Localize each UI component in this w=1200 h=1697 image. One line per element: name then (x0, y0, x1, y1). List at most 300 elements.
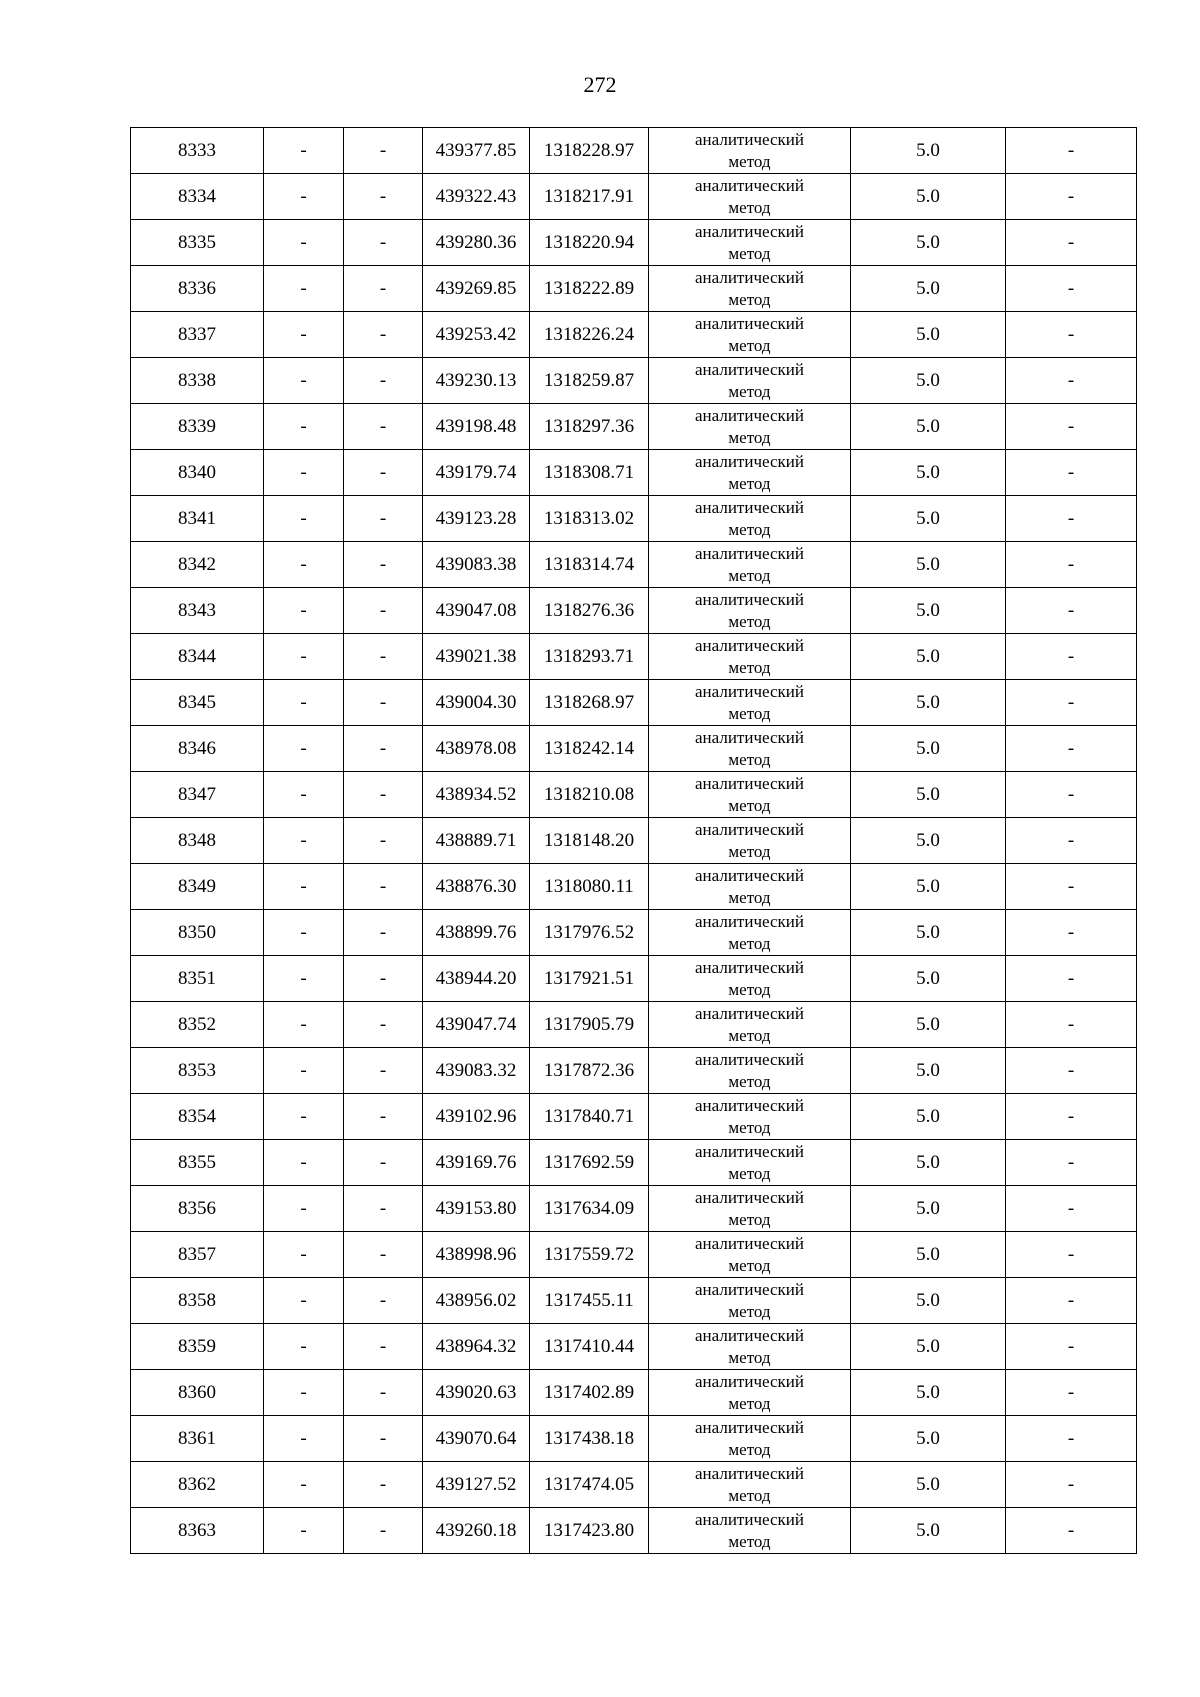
empty-dash-cell: - (264, 1416, 344, 1462)
method-label-line1: аналитический (695, 1003, 804, 1023)
point-number-cell: 8346 (131, 726, 264, 772)
empty-dash-cell: - (344, 542, 423, 588)
method-label-line1: аналитический (695, 727, 804, 747)
method-cell (649, 680, 851, 726)
accuracy-cell: 5.0 (851, 1416, 1006, 1462)
method-label-line1: аналитический (695, 175, 804, 195)
method-label-line2: метод (728, 335, 771, 355)
point-number-cell: 8338 (131, 358, 264, 404)
method-label-line1: аналитический (695, 589, 804, 609)
accuracy-cell: 5.0 (851, 1278, 1006, 1324)
point-number-cell: 8344 (131, 634, 264, 680)
x-coordinate-cell: 439280.36 (423, 220, 530, 266)
table-row (131, 404, 1137, 450)
point-number-cell: 8359 (131, 1324, 264, 1370)
method-cell (649, 450, 851, 496)
empty-dash-cell: - (1006, 1370, 1137, 1416)
y-coordinate-cell: 1317423.80 (530, 1508, 649, 1554)
empty-dash-cell: - (344, 1416, 423, 1462)
empty-dash-cell: - (1006, 1278, 1137, 1324)
point-number-cell: 8351 (131, 956, 264, 1002)
table-row (131, 956, 1137, 1002)
point-number-cell: 8341 (131, 496, 264, 542)
method-cell (649, 1186, 851, 1232)
method-label-line2: метод (728, 1531, 771, 1551)
method-label-line1: аналитический (695, 1279, 804, 1299)
table-row (131, 1324, 1137, 1370)
x-coordinate-cell: 439198.48 (423, 404, 530, 450)
x-coordinate-cell: 439047.08 (423, 588, 530, 634)
point-number-cell: 8336 (131, 266, 264, 312)
empty-dash-cell: - (1006, 266, 1137, 312)
table-row (131, 358, 1137, 404)
point-number-cell: 8350 (131, 910, 264, 956)
point-number-cell: 8356 (131, 1186, 264, 1232)
y-coordinate-cell: 1317474.05 (530, 1462, 649, 1508)
y-coordinate-cell: 1317559.72 (530, 1232, 649, 1278)
point-number-cell: 8345 (131, 680, 264, 726)
y-coordinate-cell: 1318314.74 (530, 542, 649, 588)
x-coordinate-cell: 439179.74 (423, 450, 530, 496)
point-number-cell: 8352 (131, 1002, 264, 1048)
method-cell (649, 1508, 851, 1554)
empty-dash-cell: - (264, 312, 344, 358)
method-cell (649, 1002, 851, 1048)
empty-dash-cell: - (344, 1324, 423, 1370)
method-label-line1: аналитический (695, 221, 804, 241)
y-coordinate-cell: 1317455.11 (530, 1278, 649, 1324)
method-cell (649, 266, 851, 312)
table-row (131, 1416, 1137, 1462)
method-label-line2: метод (728, 565, 771, 585)
empty-dash-cell: - (264, 496, 344, 542)
method-label-line2: метод (728, 1117, 771, 1137)
table-row (131, 266, 1137, 312)
empty-dash-cell: - (1006, 910, 1137, 956)
y-coordinate-cell: 1317976.52 (530, 910, 649, 956)
method-cell (649, 956, 851, 1002)
empty-dash-cell: - (264, 1324, 344, 1370)
method-cell (649, 404, 851, 450)
point-number-cell: 8355 (131, 1140, 264, 1186)
empty-dash-cell: - (1006, 1186, 1137, 1232)
empty-dash-cell: - (344, 588, 423, 634)
y-coordinate-cell: 1317905.79 (530, 1002, 649, 1048)
table-row (131, 174, 1137, 220)
empty-dash-cell: - (344, 220, 423, 266)
method-label-line1: аналитический (695, 1233, 804, 1253)
empty-dash-cell: - (264, 1140, 344, 1186)
accuracy-cell: 5.0 (851, 772, 1006, 818)
method-label-line2: метод (728, 1485, 771, 1505)
method-cell (649, 128, 851, 174)
x-coordinate-cell: 438978.08 (423, 726, 530, 772)
method-cell (649, 174, 851, 220)
accuracy-cell: 5.0 (851, 450, 1006, 496)
empty-dash-cell: - (264, 864, 344, 910)
point-number-cell: 8361 (131, 1416, 264, 1462)
point-number-cell: 8333 (131, 128, 264, 174)
method-label-line2: метод (728, 841, 771, 861)
accuracy-cell: 5.0 (851, 496, 1006, 542)
empty-dash-cell: - (1006, 1508, 1137, 1554)
method-label-line2: метод (728, 887, 771, 907)
y-coordinate-cell: 1318210.08 (530, 772, 649, 818)
empty-dash-cell: - (1006, 818, 1137, 864)
y-coordinate-cell: 1318308.71 (530, 450, 649, 496)
method-cell (649, 772, 851, 818)
y-coordinate-cell: 1318313.02 (530, 496, 649, 542)
method-cell (649, 910, 851, 956)
table-row (131, 542, 1137, 588)
page-number: 272 (583, 72, 617, 97)
table-row (131, 450, 1137, 496)
y-coordinate-cell: 1317634.09 (530, 1186, 649, 1232)
x-coordinate-cell: 439004.30 (423, 680, 530, 726)
empty-dash-cell: - (264, 450, 344, 496)
empty-dash-cell: - (344, 1278, 423, 1324)
x-coordinate-cell: 438964.32 (423, 1324, 530, 1370)
accuracy-cell: 5.0 (851, 1324, 1006, 1370)
empty-dash-cell: - (264, 266, 344, 312)
method-cell (649, 1416, 851, 1462)
accuracy-cell: 5.0 (851, 1002, 1006, 1048)
table-row (131, 588, 1137, 634)
empty-dash-cell: - (344, 726, 423, 772)
table-row (131, 680, 1137, 726)
empty-dash-cell: - (1006, 1232, 1137, 1278)
point-number-cell: 8337 (131, 312, 264, 358)
empty-dash-cell: - (344, 1094, 423, 1140)
x-coordinate-cell: 438899.76 (423, 910, 530, 956)
method-label-line2: метод (728, 795, 771, 815)
point-number-cell: 8340 (131, 450, 264, 496)
method-label-line1: аналитический (695, 865, 804, 885)
accuracy-cell: 5.0 (851, 818, 1006, 864)
empty-dash-cell: - (1006, 404, 1137, 450)
accuracy-cell: 5.0 (851, 1462, 1006, 1508)
point-number-cell: 8357 (131, 1232, 264, 1278)
method-label-line2: метод (728, 151, 771, 171)
y-coordinate-cell: 1318259.87 (530, 358, 649, 404)
table-body (131, 128, 1137, 1554)
empty-dash-cell: - (264, 174, 344, 220)
empty-dash-cell: - (344, 634, 423, 680)
accuracy-cell: 5.0 (851, 956, 1006, 1002)
method-label-line1: аналитический (695, 359, 804, 379)
empty-dash-cell: - (1006, 588, 1137, 634)
empty-dash-cell: - (264, 910, 344, 956)
table-row (131, 312, 1137, 358)
empty-dash-cell: - (264, 1094, 344, 1140)
method-label-line2: метод (728, 1439, 771, 1459)
x-coordinate-cell: 439021.38 (423, 634, 530, 680)
empty-dash-cell: - (344, 450, 423, 496)
x-coordinate-cell: 438889.71 (423, 818, 530, 864)
method-cell (649, 588, 851, 634)
table-row (131, 1048, 1137, 1094)
y-coordinate-cell: 1318148.20 (530, 818, 649, 864)
y-coordinate-cell: 1318242.14 (530, 726, 649, 772)
empty-dash-cell: - (1006, 1462, 1137, 1508)
method-cell (649, 1278, 851, 1324)
x-coordinate-cell: 439253.42 (423, 312, 530, 358)
method-label-line1: аналитический (695, 497, 804, 517)
accuracy-cell: 5.0 (851, 864, 1006, 910)
empty-dash-cell: - (1006, 1094, 1137, 1140)
method-label-line2: метод (728, 427, 771, 447)
x-coordinate-cell: 438998.96 (423, 1232, 530, 1278)
method-cell (649, 1232, 851, 1278)
empty-dash-cell: - (1006, 680, 1137, 726)
empty-dash-cell: - (344, 496, 423, 542)
point-number-cell: 8362 (131, 1462, 264, 1508)
y-coordinate-cell: 1317692.59 (530, 1140, 649, 1186)
method-label-line2: метод (728, 1393, 771, 1413)
empty-dash-cell: - (344, 1140, 423, 1186)
point-number-cell: 8339 (131, 404, 264, 450)
method-label-line1: аналитический (695, 635, 804, 655)
empty-dash-cell: - (264, 1048, 344, 1094)
method-label-line1: аналитический (695, 1049, 804, 1069)
method-label-line2: метод (728, 1209, 771, 1229)
method-label-line2: метод (728, 611, 771, 631)
table-row (131, 1462, 1137, 1508)
accuracy-cell: 5.0 (851, 1232, 1006, 1278)
table-row (131, 1508, 1137, 1554)
x-coordinate-cell: 439260.18 (423, 1508, 530, 1554)
empty-dash-cell: - (264, 1462, 344, 1508)
point-number-cell: 8335 (131, 220, 264, 266)
x-coordinate-cell: 438934.52 (423, 772, 530, 818)
point-number-cell: 8358 (131, 1278, 264, 1324)
empty-dash-cell: - (264, 542, 344, 588)
empty-dash-cell: - (1006, 358, 1137, 404)
accuracy-cell: 5.0 (851, 542, 1006, 588)
empty-dash-cell: - (344, 1462, 423, 1508)
x-coordinate-cell: 439123.28 (423, 496, 530, 542)
empty-dash-cell: - (1006, 726, 1137, 772)
x-coordinate-cell: 439102.96 (423, 1094, 530, 1140)
method-label-line2: метод (728, 749, 771, 769)
empty-dash-cell: - (344, 864, 423, 910)
accuracy-cell: 5.0 (851, 588, 1006, 634)
method-label-line1: аналитический (695, 129, 804, 149)
accuracy-cell: 5.0 (851, 312, 1006, 358)
table-row (131, 864, 1137, 910)
point-number-cell: 8347 (131, 772, 264, 818)
empty-dash-cell: - (344, 1186, 423, 1232)
method-label-line2: метод (728, 1025, 771, 1045)
empty-dash-cell: - (344, 312, 423, 358)
method-label-line1: аналитический (695, 1371, 804, 1391)
accuracy-cell: 5.0 (851, 1370, 1006, 1416)
method-label-line2: метод (728, 979, 771, 999)
table-row (131, 1186, 1137, 1232)
x-coordinate-cell: 439047.74 (423, 1002, 530, 1048)
empty-dash-cell: - (264, 358, 344, 404)
method-label-line1: аналитический (695, 1187, 804, 1207)
empty-dash-cell: - (344, 1232, 423, 1278)
method-label-line1: аналитический (695, 1509, 804, 1529)
x-coordinate-cell: 439269.85 (423, 266, 530, 312)
empty-dash-cell: - (344, 910, 423, 956)
method-label-line1: аналитический (695, 1325, 804, 1345)
empty-dash-cell: - (344, 1048, 423, 1094)
accuracy-cell: 5.0 (851, 266, 1006, 312)
point-number-cell: 8348 (131, 818, 264, 864)
empty-dash-cell: - (264, 772, 344, 818)
method-cell (649, 1048, 851, 1094)
method-cell (649, 1140, 851, 1186)
accuracy-cell: 5.0 (851, 680, 1006, 726)
y-coordinate-cell: 1317872.36 (530, 1048, 649, 1094)
empty-dash-cell: - (264, 588, 344, 634)
empty-dash-cell: - (264, 634, 344, 680)
table-row (131, 1278, 1137, 1324)
x-coordinate-cell: 439153.80 (423, 1186, 530, 1232)
empty-dash-cell: - (1006, 312, 1137, 358)
method-label-line1: аналитический (695, 267, 804, 287)
empty-dash-cell: - (264, 726, 344, 772)
accuracy-cell: 5.0 (851, 174, 1006, 220)
table-row (131, 772, 1137, 818)
y-coordinate-cell: 1317438.18 (530, 1416, 649, 1462)
y-coordinate-cell: 1318276.36 (530, 588, 649, 634)
table-row (131, 1232, 1137, 1278)
y-coordinate-cell: 1317921.51 (530, 956, 649, 1002)
method-label-line1: аналитический (695, 1095, 804, 1115)
method-cell (649, 1324, 851, 1370)
method-cell (649, 818, 851, 864)
y-coordinate-cell: 1318297.36 (530, 404, 649, 450)
method-cell (649, 312, 851, 358)
y-coordinate-cell: 1318293.71 (530, 634, 649, 680)
method-label-line1: аналитический (695, 405, 804, 425)
empty-dash-cell: - (1006, 1140, 1137, 1186)
x-coordinate-cell: 439070.64 (423, 1416, 530, 1462)
method-label-line2: метод (728, 197, 771, 217)
empty-dash-cell: - (1006, 1324, 1137, 1370)
x-coordinate-cell: 438944.20 (423, 956, 530, 1002)
y-coordinate-cell: 1318220.94 (530, 220, 649, 266)
method-label-line1: аналитический (695, 1463, 804, 1483)
empty-dash-cell: - (264, 1370, 344, 1416)
table-row (131, 128, 1137, 174)
empty-dash-cell: - (1006, 496, 1137, 542)
table-row (131, 1094, 1137, 1140)
empty-dash-cell: - (344, 1002, 423, 1048)
accuracy-cell: 5.0 (851, 1094, 1006, 1140)
method-label-line2: метод (728, 243, 771, 263)
empty-dash-cell: - (264, 1232, 344, 1278)
empty-dash-cell: - (264, 1002, 344, 1048)
method-label-line1: аналитический (695, 911, 804, 931)
point-number-cell: 8349 (131, 864, 264, 910)
table-row (131, 818, 1137, 864)
accuracy-cell: 5.0 (851, 910, 1006, 956)
point-number-cell: 8334 (131, 174, 264, 220)
method-label-line2: метод (728, 933, 771, 953)
accuracy-cell: 5.0 (851, 1140, 1006, 1186)
empty-dash-cell: - (1006, 772, 1137, 818)
empty-dash-cell: - (264, 404, 344, 450)
empty-dash-cell: - (1006, 956, 1137, 1002)
accuracy-cell: 5.0 (851, 404, 1006, 450)
point-number-cell: 8342 (131, 542, 264, 588)
empty-dash-cell: - (1006, 1002, 1137, 1048)
empty-dash-cell: - (344, 1370, 423, 1416)
accuracy-cell: 5.0 (851, 726, 1006, 772)
x-coordinate-cell: 439322.43 (423, 174, 530, 220)
method-cell (649, 220, 851, 266)
method-cell (649, 496, 851, 542)
accuracy-cell: 5.0 (851, 220, 1006, 266)
empty-dash-cell: - (264, 128, 344, 174)
y-coordinate-cell: 1318222.89 (530, 266, 649, 312)
x-coordinate-cell: 439230.13 (423, 358, 530, 404)
empty-dash-cell: - (344, 772, 423, 818)
method-label-line2: метод (728, 381, 771, 401)
method-cell (649, 864, 851, 910)
accuracy-cell: 5.0 (851, 1048, 1006, 1094)
point-number-cell: 8360 (131, 1370, 264, 1416)
table-row (131, 910, 1137, 956)
method-label-line2: метод (728, 1347, 771, 1367)
empty-dash-cell: - (1006, 174, 1137, 220)
empty-dash-cell: - (1006, 220, 1137, 266)
method-label-line2: метод (728, 1071, 771, 1091)
empty-dash-cell: - (264, 220, 344, 266)
empty-dash-cell: - (1006, 1048, 1137, 1094)
method-label-line1: аналитический (695, 451, 804, 471)
method-cell (649, 634, 851, 680)
empty-dash-cell: - (264, 1278, 344, 1324)
method-label-line2: метод (728, 473, 771, 493)
empty-dash-cell: - (344, 956, 423, 1002)
y-coordinate-cell: 1318080.11 (530, 864, 649, 910)
point-number-cell: 8353 (131, 1048, 264, 1094)
empty-dash-cell: - (344, 404, 423, 450)
empty-dash-cell: - (344, 680, 423, 726)
method-label-line2: метод (728, 1163, 771, 1183)
method-label-line1: аналитический (695, 313, 804, 333)
empty-dash-cell: - (344, 266, 423, 312)
y-coordinate-cell: 1318226.24 (530, 312, 649, 358)
method-cell (649, 1094, 851, 1140)
point-number-cell: 8363 (131, 1508, 264, 1554)
method-label-line1: аналитический (695, 957, 804, 977)
x-coordinate-cell: 439377.85 (423, 128, 530, 174)
method-label-line1: аналитический (695, 819, 804, 839)
method-cell (649, 1462, 851, 1508)
method-label-line2: метод (728, 289, 771, 309)
accuracy-cell: 5.0 (851, 128, 1006, 174)
method-label-line1: аналитический (695, 1417, 804, 1437)
method-cell (649, 542, 851, 588)
table-row (131, 1370, 1137, 1416)
accuracy-cell: 5.0 (851, 634, 1006, 680)
empty-dash-cell: - (264, 818, 344, 864)
empty-dash-cell: - (1006, 542, 1137, 588)
x-coordinate-cell: 438956.02 (423, 1278, 530, 1324)
x-coordinate-cell: 439127.52 (423, 1462, 530, 1508)
point-number-cell: 8343 (131, 588, 264, 634)
method-label-line2: метод (728, 1255, 771, 1275)
y-coordinate-cell: 1317840.71 (530, 1094, 649, 1140)
empty-dash-cell: - (344, 1508, 423, 1554)
x-coordinate-cell: 439169.76 (423, 1140, 530, 1186)
